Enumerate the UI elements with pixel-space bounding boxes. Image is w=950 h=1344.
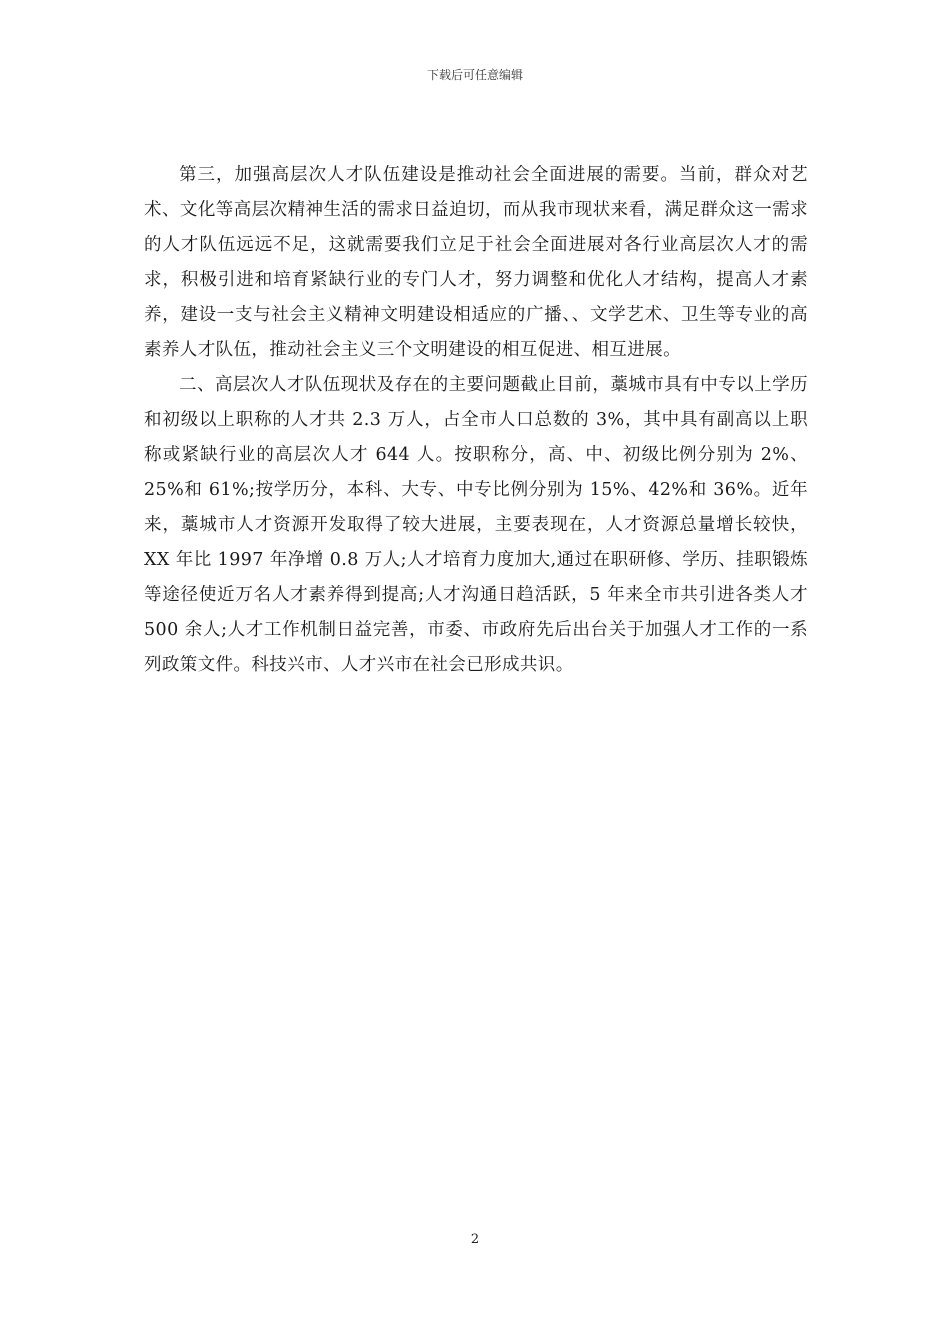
page-header: 下载后可任意编辑 <box>426 68 523 82</box>
paragraph-2: 二、高层次人才队伍现状及存在的主要问题截止目前，藁城市具有中专以上学历和初级以上职称的人才共 2.3 万人，占全市人口总数的 3%，其中具有副高以上职称或紧缺行业的高层次人才 644 人。按职称分，高、中、初级比例分别为 2%、25%和 61%;按学历分，本科、大专、中专比例分别为 15%、42%和 36%。近年来，藁城市人才资源开发取得了较大进展，主要表现在，人才资源总量增长较快，XX 年比 1997 年净增 0.8 万人;人才培育力度加大,通过在职研修、学历、挂职锻炼等途径使近万名人才素养得到提高;人才沟通日趋活跃，5 年来全市共引进各类人才 500 余人;人才工作机制日益完善，市委、市政府先后出台关于加强人才工作的一系列政策文件。科技兴市、人才兴市在社会已形成共识。 <box>144 375 808 675</box>
paragraph-1: 第三，加强高层次人才队伍建设是推动社会全面进展的需要。当前，群众对艺术、文化等高层次精神生活的需求日益迫切，而从我市现状来看，满足群众这一需求的人才队伍远远不足，这就需要我们立足于社会全面进展对各行业高层次人才的需求，积极引进和培育紧缺行业的专门人才，努力调整和优化人才结构，提高人才素养，建设一支与社会主义精神文明建设相适应的广播、、文学艺术、卫生等专业的高素养人才队伍，推动社会主义三个文明建设的相互促进、相互进展。 <box>144 165 808 360</box>
page-number: 2 <box>470 1232 480 1247</box>
document-body <box>144 158 808 683</box>
